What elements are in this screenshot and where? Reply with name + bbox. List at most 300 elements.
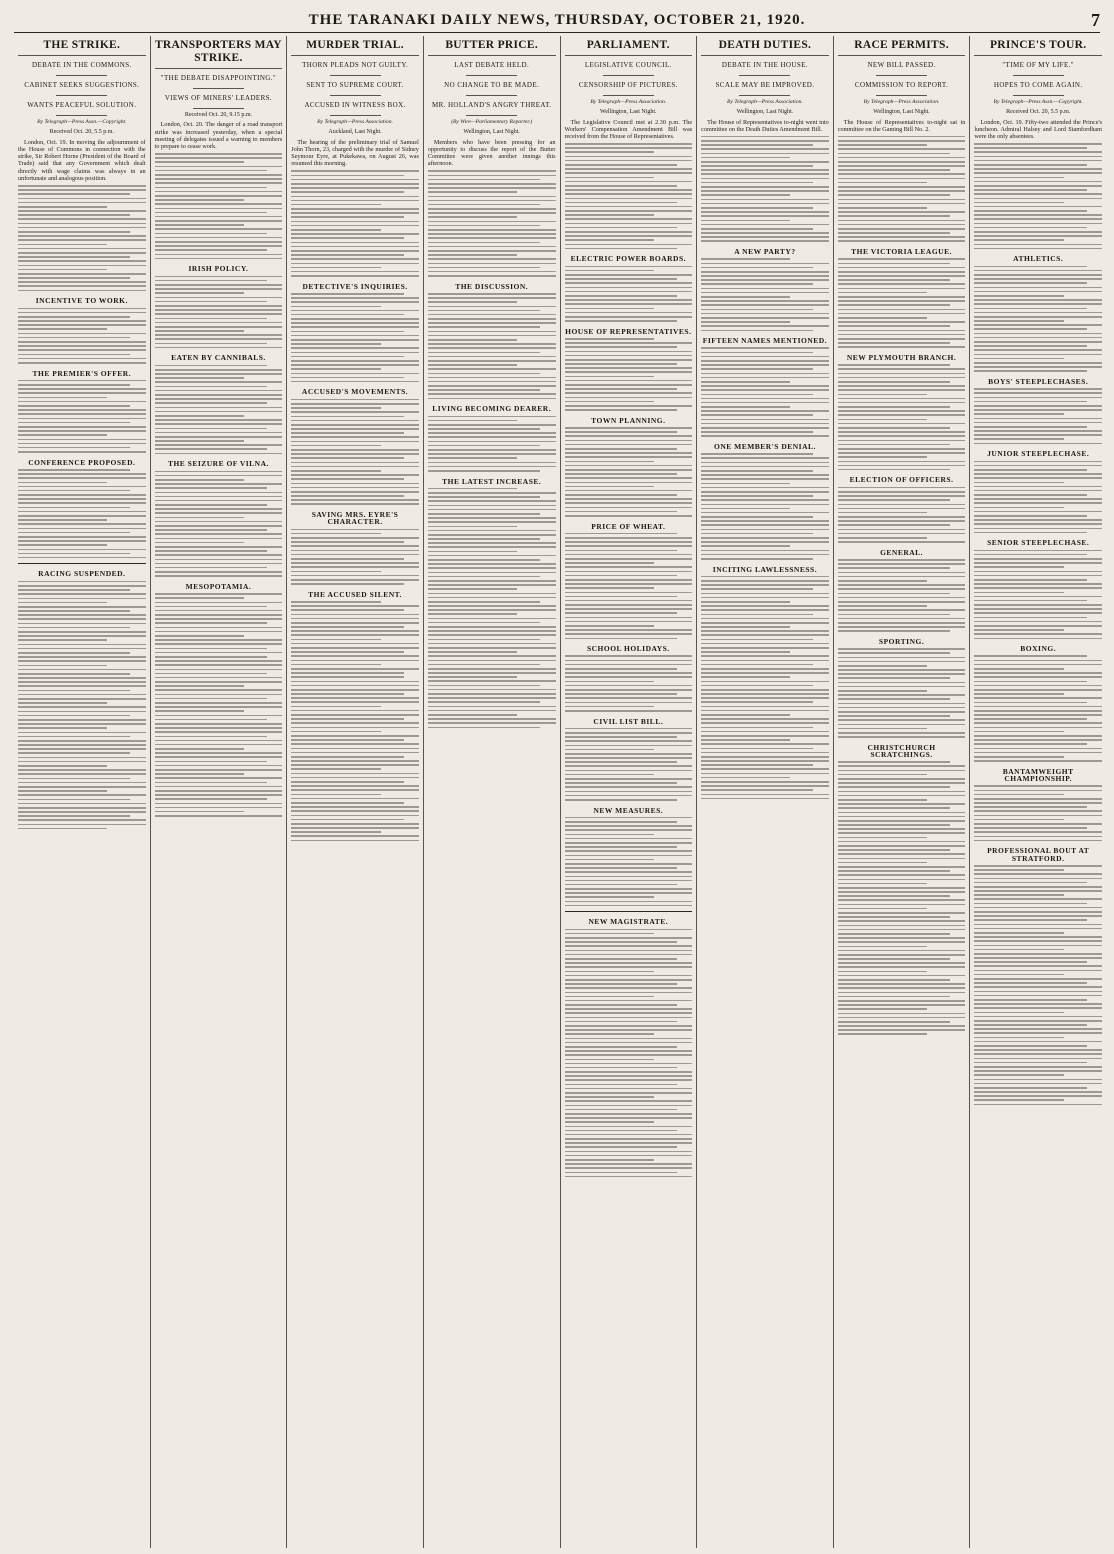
subhead: ELECTRIC POWER BOARDS. — [570, 254, 687, 264]
text-line — [428, 377, 556, 379]
text-line — [974, 164, 1086, 166]
text-line — [565, 198, 693, 200]
text-line — [428, 293, 556, 295]
text-line — [838, 563, 966, 565]
text-line — [155, 610, 283, 612]
text-line — [701, 727, 813, 729]
subhead: SPORTING. — [878, 636, 925, 646]
text-line — [565, 456, 693, 458]
text-line — [18, 652, 130, 654]
text-line — [974, 727, 1102, 729]
text-line — [18, 235, 146, 237]
text-line — [291, 706, 380, 708]
text-line — [428, 233, 556, 235]
text-line — [701, 630, 829, 632]
text-line — [291, 432, 403, 434]
text-line — [701, 478, 829, 480]
subhead: HOUSE OF REPRESENTATIVES. — [565, 326, 692, 336]
subhead: PRICE OF WHEAT. — [591, 521, 666, 531]
text-line — [974, 354, 1102, 356]
text-line — [974, 1028, 1102, 1030]
deck-rule — [330, 75, 381, 76]
text-line — [974, 953, 1102, 955]
text-line — [701, 785, 829, 787]
text-line — [428, 445, 540, 447]
text-line — [701, 660, 829, 662]
text-line — [291, 668, 419, 670]
subhead: JUNIOR STEEPLECHASE. — [987, 449, 1090, 459]
text-line — [155, 398, 283, 400]
text-line — [291, 835, 419, 837]
text-line — [18, 202, 146, 204]
text-line — [291, 229, 380, 231]
text-line — [838, 812, 966, 814]
text-line — [701, 466, 829, 468]
text-line — [974, 558, 1102, 560]
text-line — [701, 211, 829, 213]
text-line — [428, 559, 540, 561]
text-line — [155, 731, 283, 733]
text-line — [18, 589, 130, 591]
text-line — [565, 892, 693, 894]
text-line — [291, 840, 419, 842]
text-line — [838, 950, 966, 952]
text-line — [18, 528, 146, 530]
text-line — [428, 593, 556, 595]
text-line — [838, 215, 950, 217]
text-line — [974, 978, 1102, 980]
text-line — [701, 512, 829, 514]
text-line — [974, 1104, 1102, 1106]
text-line — [838, 491, 966, 493]
text-line — [838, 157, 966, 159]
text-line — [974, 160, 1102, 162]
text-line — [155, 170, 267, 172]
text-line — [565, 427, 693, 429]
text-line — [701, 483, 790, 485]
text-line — [565, 388, 677, 390]
text-line — [838, 516, 966, 518]
text-line — [155, 343, 267, 345]
text-line — [565, 1075, 693, 1077]
text-line — [291, 449, 419, 451]
text-line — [565, 1167, 693, 1169]
text-line — [974, 1062, 1086, 1064]
text-line — [155, 710, 244, 712]
text-line — [291, 664, 380, 666]
text-line — [974, 1007, 1102, 1009]
text-line — [428, 216, 517, 218]
text-line — [838, 504, 966, 506]
text-line — [291, 579, 419, 581]
text-line — [838, 325, 950, 327]
text-line — [838, 377, 966, 379]
text-line — [974, 638, 1102, 640]
text-line — [565, 825, 693, 827]
text-line — [428, 521, 556, 523]
text-line — [155, 199, 244, 201]
text-line — [701, 470, 813, 472]
text-line — [565, 494, 677, 496]
text-line — [18, 185, 146, 187]
text-line — [974, 592, 1063, 594]
text-line — [428, 613, 517, 615]
text-line — [291, 436, 419, 438]
text-line — [565, 1042, 693, 1044]
text-line — [838, 1029, 966, 1031]
text-line — [428, 335, 556, 337]
text-line — [974, 810, 1102, 812]
text-line — [974, 970, 1102, 972]
subhead: EATEN BY CANNIBALS. — [171, 353, 266, 363]
text-line — [838, 941, 966, 943]
text-line — [974, 685, 1102, 687]
headline: DEATH DUTIES. — [701, 39, 829, 56]
lead-paragraph: The Legislative Council met at 2.30 p.m. The Workers' Compensation Amendment Bill was received from the House of Representatives. — [564, 118, 693, 141]
text-line — [155, 765, 283, 767]
text-line — [428, 714, 517, 716]
text-line — [18, 482, 107, 484]
text-line — [701, 157, 790, 159]
text-line — [18, 614, 146, 616]
text-line — [838, 849, 950, 851]
text-line — [838, 920, 966, 922]
text-line — [291, 466, 419, 468]
text-line — [428, 639, 540, 641]
text-line — [701, 643, 829, 645]
text-line — [974, 1079, 1102, 1081]
text-line — [974, 571, 1102, 573]
text-line — [18, 824, 146, 826]
text-line — [565, 592, 693, 594]
text-line — [565, 795, 693, 797]
text-line — [155, 338, 283, 340]
text-line — [18, 553, 130, 555]
text-line — [565, 558, 693, 560]
text-line — [565, 147, 693, 149]
text-line — [155, 694, 283, 696]
text-line — [18, 523, 146, 525]
text-line — [974, 214, 1102, 216]
text-line — [155, 161, 244, 163]
text-line — [155, 807, 283, 809]
text-line — [18, 418, 146, 420]
text-line — [155, 249, 267, 251]
text-line — [428, 622, 540, 624]
text-line — [428, 200, 556, 202]
text-line — [838, 236, 966, 238]
text-line — [838, 761, 950, 763]
text-line — [838, 427, 950, 429]
text-line — [974, 443, 1102, 445]
text-line — [565, 782, 677, 784]
text-line — [155, 723, 283, 725]
text-line — [701, 427, 829, 429]
text-line — [155, 740, 283, 742]
text-line — [428, 306, 556, 308]
text-line — [565, 846, 677, 848]
text-line — [291, 823, 419, 825]
text-line — [565, 901, 693, 903]
text-line — [155, 444, 283, 446]
text-line — [155, 428, 267, 430]
text-line — [974, 401, 1086, 403]
text-line — [565, 1121, 654, 1123]
text-line — [701, 524, 829, 526]
text-line — [565, 303, 693, 305]
text-line — [18, 803, 146, 805]
text-line — [291, 541, 403, 543]
text-line — [974, 911, 1102, 913]
text-line — [701, 701, 813, 703]
text-line — [291, 655, 419, 657]
text-line — [838, 1013, 966, 1015]
text-line — [565, 689, 693, 691]
text-line — [428, 488, 517, 490]
text-line — [838, 364, 950, 366]
headline: TRANSPORTERS MAY STRIKE. — [155, 39, 283, 69]
text-line — [291, 175, 403, 177]
deck-rule — [56, 75, 107, 76]
text-line — [18, 610, 130, 612]
text-line — [291, 364, 419, 366]
text-line — [974, 177, 1063, 179]
text-line — [974, 320, 1063, 322]
text-line — [974, 566, 1063, 568]
text-line — [565, 1117, 693, 1119]
text-line — [701, 495, 813, 497]
deck-rule — [330, 95, 381, 96]
text-line — [291, 618, 419, 620]
text-line — [291, 785, 419, 787]
text-line — [974, 689, 1102, 691]
text-line — [974, 266, 1086, 268]
text-line — [155, 373, 283, 375]
text-line — [291, 233, 419, 235]
text-line — [155, 575, 283, 577]
text-line — [18, 349, 146, 351]
text-line — [428, 175, 556, 177]
text-line — [974, 600, 1086, 602]
text-line — [18, 223, 146, 225]
text-line — [18, 498, 146, 500]
text-line — [428, 347, 556, 349]
text-line — [974, 366, 1102, 368]
text-line — [155, 790, 283, 792]
text-line — [565, 490, 693, 492]
text-line — [701, 634, 829, 636]
text-line — [155, 233, 267, 235]
text-line — [974, 189, 1086, 191]
deck: CABINET SEEKS SUGGESTIONS. — [24, 81, 140, 89]
text-line — [18, 581, 146, 583]
text-line — [18, 544, 107, 546]
text-line — [291, 768, 380, 770]
dateline: Wellington, Last Night. — [873, 109, 930, 116]
text-line — [18, 773, 146, 775]
text-line — [838, 698, 950, 700]
text-line — [565, 604, 693, 606]
text-line — [18, 740, 146, 742]
text-line — [838, 389, 966, 391]
text-line — [974, 532, 1086, 534]
text-line — [18, 290, 146, 292]
text-line — [701, 756, 829, 758]
text-line — [701, 279, 829, 281]
text-line — [428, 462, 556, 464]
text-line — [701, 554, 829, 556]
text-line — [838, 465, 966, 467]
text-line — [701, 300, 829, 302]
subhead: ELECTION OF OFFICERS. — [849, 475, 954, 485]
text-line — [155, 369, 283, 371]
text-line — [428, 229, 556, 231]
text-line — [838, 1004, 966, 1006]
text-line — [974, 961, 1086, 963]
text-line — [428, 183, 556, 185]
text-line — [155, 228, 283, 230]
text-line — [838, 508, 966, 510]
text-line — [838, 719, 966, 721]
text-line — [838, 423, 966, 425]
text-line — [701, 402, 829, 404]
text-line — [18, 218, 146, 220]
text-line — [428, 267, 540, 269]
text-line — [18, 273, 146, 275]
text-line — [565, 397, 693, 399]
text-line — [701, 798, 829, 800]
text-line — [974, 405, 1102, 407]
text-line — [974, 865, 1102, 867]
text-line — [838, 194, 950, 196]
text-line — [974, 507, 1063, 509]
text-line — [838, 870, 950, 872]
text-line — [428, 326, 540, 328]
text-line — [428, 250, 556, 252]
text-line — [428, 208, 556, 210]
text-line — [838, 820, 966, 822]
text-line — [701, 706, 829, 708]
text-line — [291, 462, 419, 464]
text-line — [701, 743, 829, 745]
text-line — [565, 405, 693, 407]
byline: By Telegraph—Press Assn.—Copyright. — [993, 99, 1083, 105]
text-line — [565, 172, 693, 174]
deck: CENSORSHIP OF PICTURES. — [578, 81, 678, 89]
text-line — [565, 1008, 693, 1010]
text-line — [428, 470, 540, 472]
text-line — [291, 407, 380, 409]
text-line — [838, 580, 927, 582]
text-line — [18, 337, 130, 339]
deck: ACCUSED IN WITNESS BOX. — [304, 101, 406, 109]
text-line — [838, 614, 950, 616]
subhead: GENERAL. — [880, 547, 924, 557]
text-line — [18, 665, 107, 667]
text-line — [565, 270, 654, 272]
text-line — [565, 958, 677, 960]
text-line — [701, 271, 829, 273]
text-line — [291, 794, 380, 796]
text-line — [701, 789, 813, 791]
text-line — [565, 239, 654, 241]
text-line — [974, 349, 1102, 351]
text-line — [974, 461, 1102, 463]
text-line — [838, 966, 966, 968]
text-line — [974, 882, 1086, 884]
text-line — [974, 202, 1063, 204]
text-line — [428, 297, 556, 299]
text-line — [974, 928, 1102, 930]
text-line — [838, 765, 966, 767]
text-line — [155, 386, 267, 388]
text-line — [838, 622, 966, 624]
text-line — [974, 409, 1102, 411]
text-line — [291, 554, 419, 556]
text-line — [974, 303, 1102, 305]
text-line — [701, 419, 829, 421]
text-line — [155, 347, 283, 349]
text-line — [565, 482, 693, 484]
text-line — [565, 732, 693, 734]
text-line — [291, 714, 419, 716]
text-line — [291, 331, 403, 333]
text-line — [428, 630, 556, 632]
text-line — [838, 816, 966, 818]
text-line — [701, 504, 829, 506]
text-line — [838, 165, 966, 167]
text-line — [291, 254, 403, 256]
text-line — [565, 736, 677, 738]
text-line — [565, 550, 677, 552]
text-line — [974, 1032, 1102, 1034]
text-line — [18, 757, 146, 759]
text-line — [18, 673, 130, 675]
text-line — [838, 630, 950, 632]
text-line — [18, 606, 146, 608]
text-line — [155, 334, 283, 336]
text-line — [428, 258, 556, 260]
text-line — [974, 308, 1086, 310]
text-line — [565, 266, 693, 268]
text-line — [838, 567, 950, 569]
text-line — [428, 457, 517, 459]
text-line — [18, 727, 107, 729]
text-line — [838, 862, 927, 864]
headline: THE STRIKE. — [18, 39, 146, 56]
text-line — [155, 390, 283, 392]
text-line — [974, 629, 1063, 631]
text-line — [838, 837, 927, 839]
text-line — [18, 193, 130, 195]
text-line — [974, 633, 1102, 635]
text-line — [838, 824, 950, 826]
text-line — [701, 545, 790, 547]
column-6 — [697, 36, 834, 1548]
text-line — [18, 260, 146, 262]
text-line — [18, 244, 107, 246]
deck: DEBATE IN THE HOUSE. — [721, 61, 808, 69]
text-line — [701, 406, 790, 408]
text-line — [838, 368, 966, 370]
text-line — [838, 971, 927, 973]
text-line — [838, 203, 966, 205]
text-line — [18, 660, 146, 662]
text-line — [291, 314, 403, 316]
text-line — [838, 597, 966, 599]
text-line — [838, 858, 966, 860]
text-line — [565, 371, 693, 373]
